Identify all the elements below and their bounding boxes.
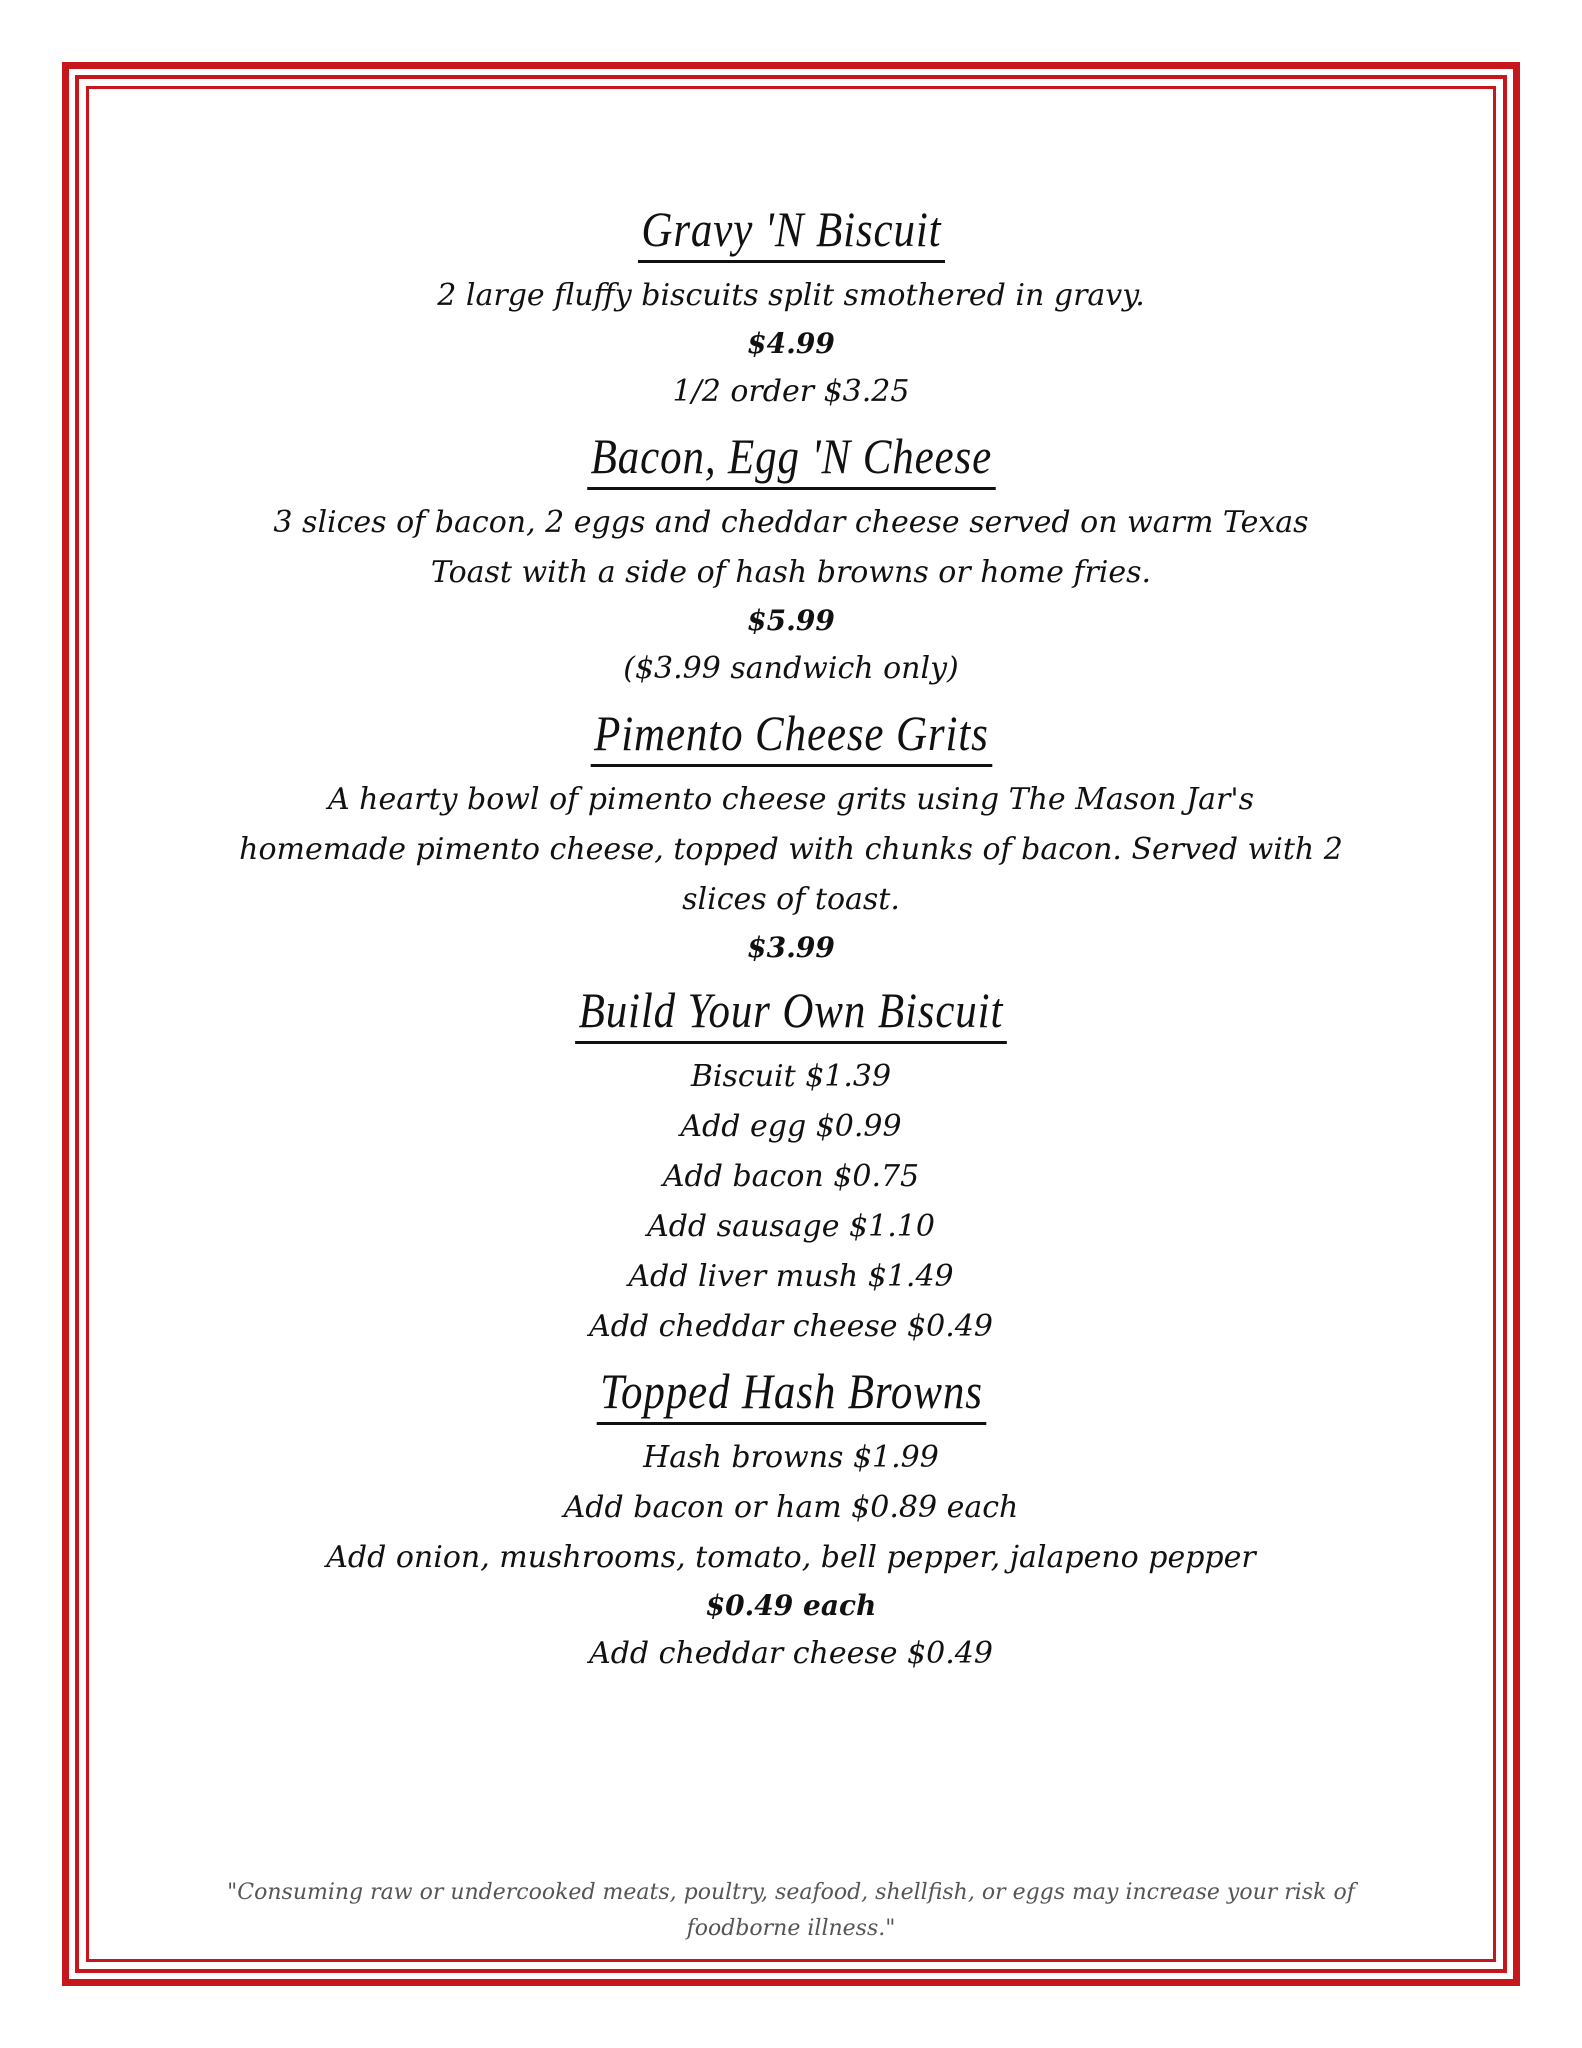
section-heading: Gravy 'N Biscuit [638, 200, 945, 263]
list-item: Add sausage $1.10 [647, 1209, 935, 1244]
disclaimer-line: foodborne illness." [686, 1916, 896, 1941]
list-item: Add cheddar cheese $0.49 [589, 1309, 993, 1344]
list-item: Add bacon or ham $0.89 each [563, 1490, 1019, 1525]
item-description: homemade pimento cheese, topped with chunks of bacon. Served with 2 [239, 832, 1343, 867]
item-description: Toast with a side of hash browns or home fries. [430, 555, 1152, 590]
section-heading: Topped Hash Browns [596, 1362, 986, 1425]
item-price: $5.99 [747, 604, 835, 637]
item-description: A hearty bowl of pimento cheese grits using The Mason Jar's [327, 782, 1255, 817]
section-heading: Bacon, Egg 'N Cheese [587, 427, 995, 490]
disclaimer-line: "Consuming raw or undercooked meats, poultry, seafood, shellfish, or eggs may increase your risk of [227, 1880, 1355, 1905]
list-item: Biscuit $1.39 [690, 1059, 892, 1094]
menu-section-pimento-cheese-grits [150, 704, 1432, 971]
list-item: Add bacon $0.75 [662, 1159, 920, 1194]
list-item: Add onion, mushrooms, tomato, bell pepper, jalapeno pepper [326, 1540, 1256, 1575]
item-description: slices of toast. [682, 882, 900, 917]
item-description: 3 slices of bacon, 2 eggs and cheddar cheese served on warm Texas [273, 505, 1309, 540]
list-item: Add cheddar cheese $0.49 [589, 1636, 993, 1671]
menu-section-build-your-own-biscuit [150, 981, 1432, 1352]
menu-content [150, 200, 1432, 1679]
item-price-half-order: 1/2 order $3.25 [672, 374, 910, 409]
item-description: 2 large fluffy biscuits split smothered in gravy. [437, 278, 1145, 313]
menu-section-bacon-egg-cheese [150, 427, 1432, 694]
list-item: Hash browns $1.99 [643, 1440, 939, 1475]
list-item-price: $0.49 each [705, 1589, 877, 1622]
menu-section-gravy-biscuit [150, 200, 1432, 417]
menu-section-topped-hash-browns [150, 1362, 1432, 1679]
section-heading: Pimento Cheese Grits [590, 704, 991, 767]
section-heading: Build Your Own Biscuit [575, 981, 1007, 1044]
item-price: $3.99 [747, 931, 835, 964]
item-price-sandwich-only: ($3.99 sandwich only) [623, 651, 959, 686]
food-safety-disclaimer [180, 1875, 1402, 1947]
item-price: $4.99 [747, 327, 835, 360]
list-item: Add liver mush $1.49 [628, 1259, 954, 1294]
list-item: Add egg $0.99 [680, 1109, 902, 1144]
